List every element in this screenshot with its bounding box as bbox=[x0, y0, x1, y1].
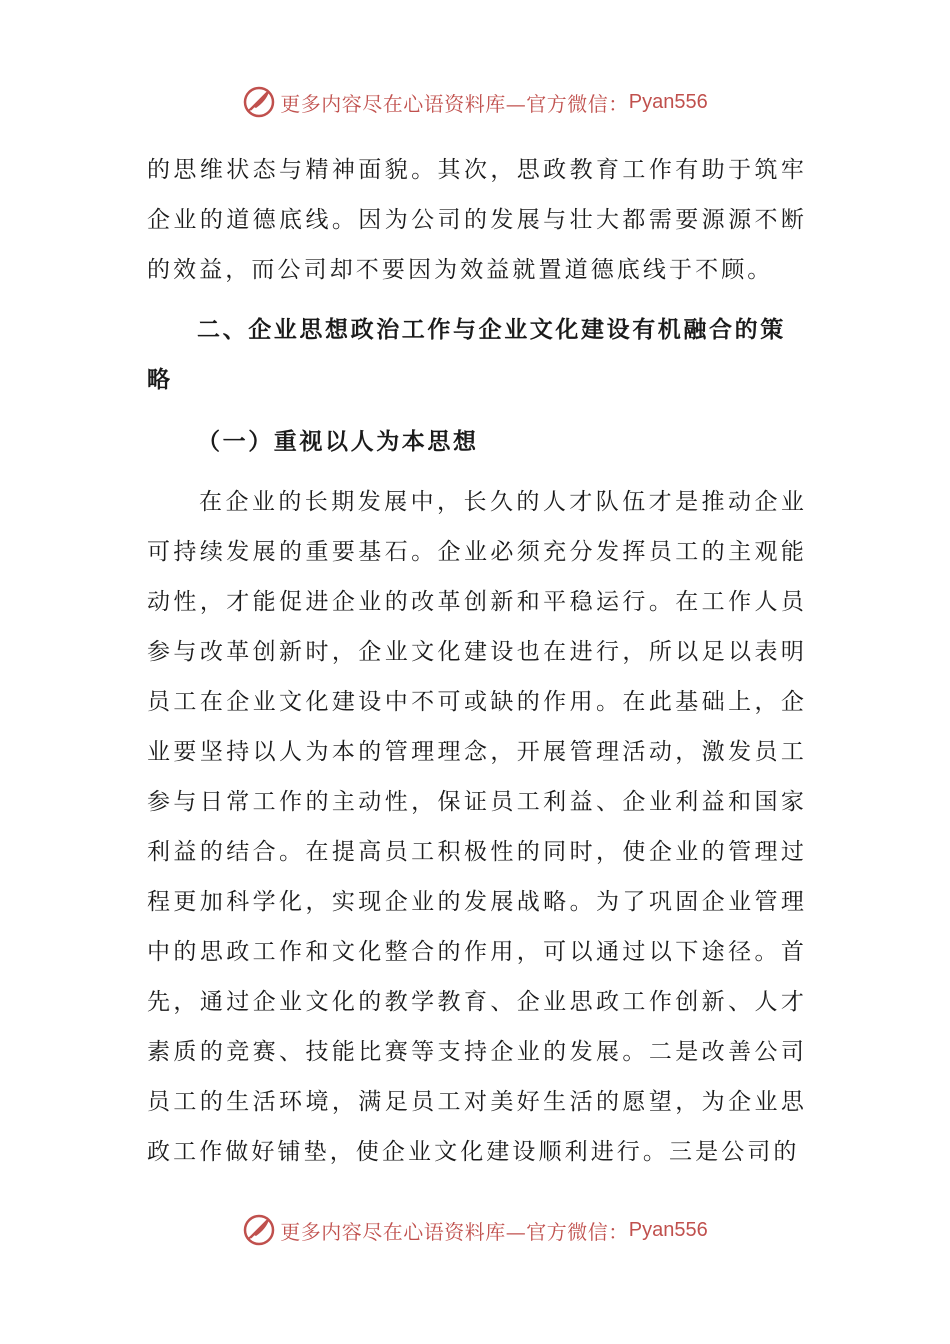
paragraph-body: 在企业的长期发展中，长久的人才队伍才是推动企业可持续发展的重要基石。企业必须充分发挥员工的主观能动性，才能促进企业的改革创新和平稳运行。在工作人员参与改革创新时，企业文化建设也在进行，所以足以表明员工在企业文化建设中不可或缺的作用。在此基础上，企业要坚持以人为本的管理理念，开展管理活动，激发员工参与日常工作的主动性，保证员工利益、企业利益和国家利益的结合。在提高员工积极性的同时，使企业的管理过程更加科学化，实现企业的发展战略。为了巩固企业管理中的思政工作和文化整合的作用，可以通过以下途径。首先，通过企业文化的教学教育、企业思政工作创新、人才素质的竞赛、技能比赛等支持企业的发展。二是改善公司员工的生活环境，满足员工对美好生活的愿望，为企业思政工作做好铺垫，使企业文化建设顺利进行。三是公司的 bbox=[147, 489, 807, 1165]
banner-text: 更多内容尽在心语资料库—官方微信： bbox=[280, 91, 629, 116]
header-banner bbox=[0, 80, 950, 124]
banner-text: 更多内容尽在心语资料库—官方微信： bbox=[280, 1219, 629, 1244]
banner-wechat-id: Pyan556 bbox=[628, 90, 708, 113]
quill-logo-icon bbox=[242, 1213, 276, 1247]
footer-banner bbox=[0, 1208, 950, 1252]
quill-logo-icon bbox=[242, 85, 276, 119]
subsection-heading: （一）重视以人为本思想 bbox=[197, 429, 479, 455]
banner-wechat-id: Pyan556 bbox=[628, 1218, 708, 1241]
section-heading: 二、企业思想政治工作与企业文化建设有机融合的策略 bbox=[147, 317, 786, 393]
paragraph-continuation: 的思维状态与精神面貌。其次，思政教育工作有助于筑牢企业的道德底线。因为公司的发展与壮大都需要源源不断的效益，而公司却不要因为效益就置道德底线于不顾。 bbox=[147, 157, 807, 283]
document-body bbox=[147, 145, 807, 1177]
